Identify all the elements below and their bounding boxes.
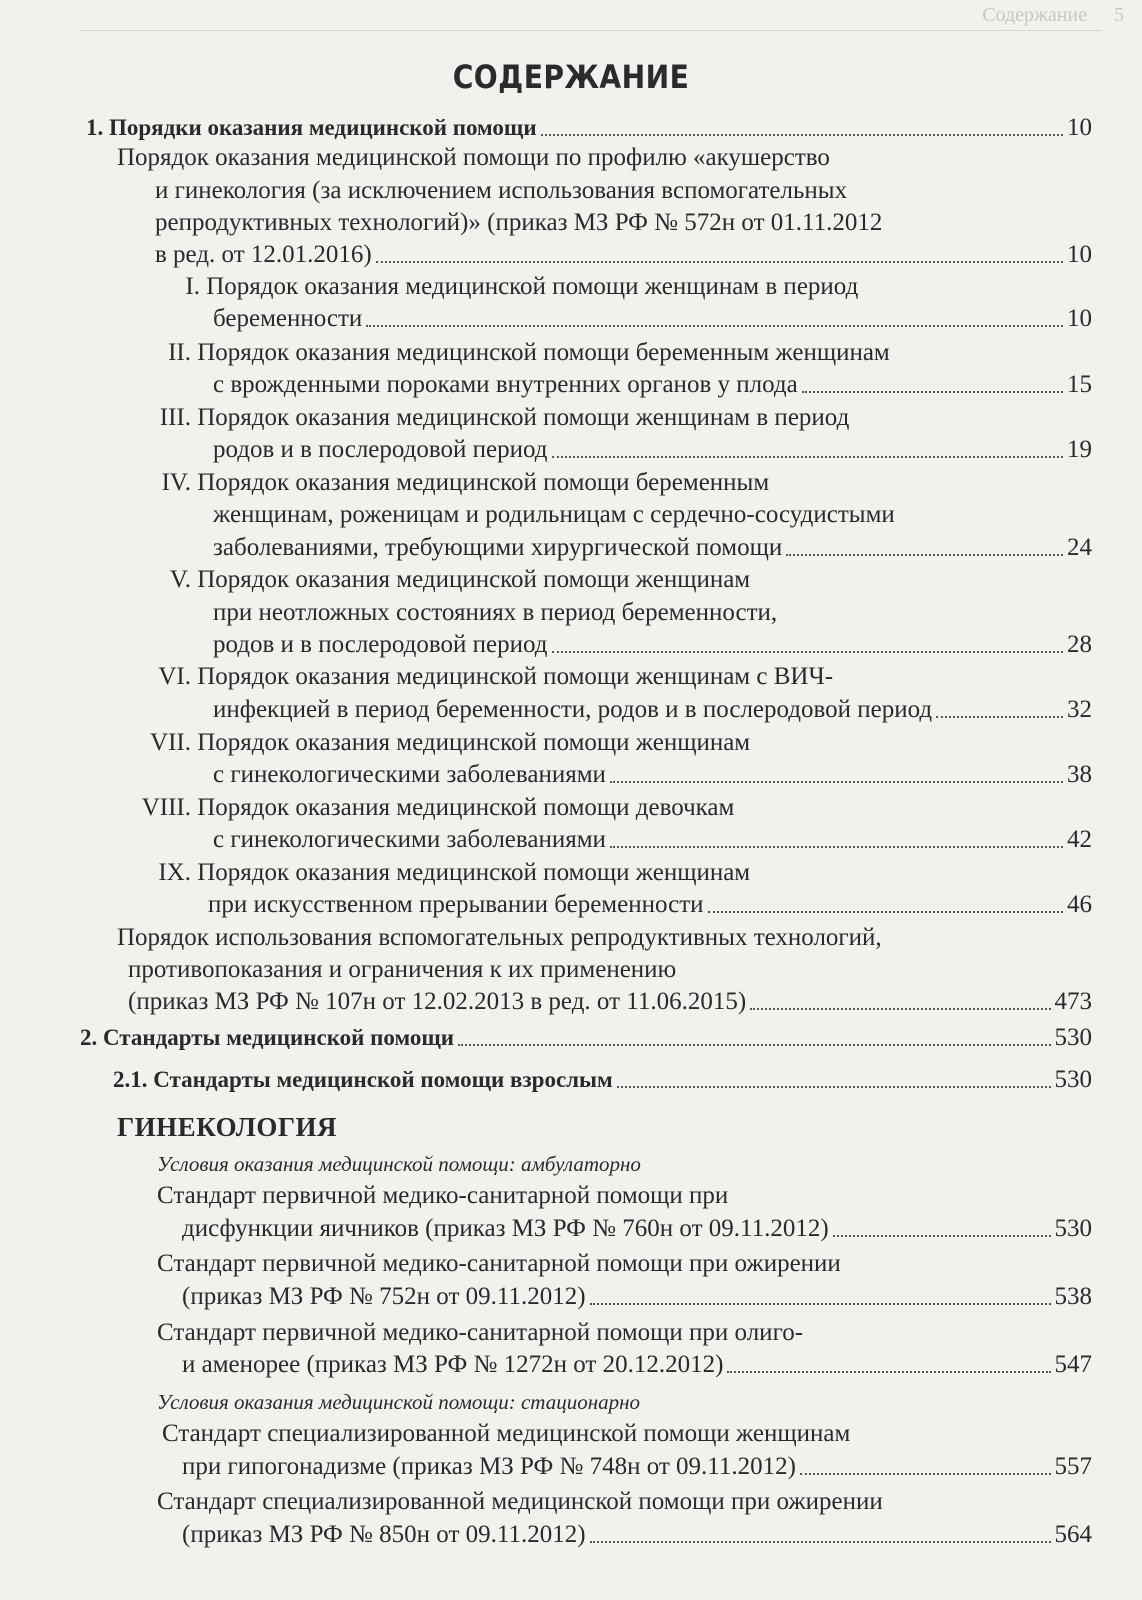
entry-text: Стандарт специализированной медицинской помощи женщинам xyxy=(162,1420,851,1447)
leader-dots xyxy=(727,1349,1050,1373)
page-ref: 530 xyxy=(1054,1215,1092,1242)
page-ref: 538 xyxy=(1054,1283,1092,1310)
toc-item-vii xyxy=(135,727,750,759)
toc-entry-std-760n[interactable] xyxy=(182,1213,1092,1245)
leader-dots xyxy=(610,759,1063,783)
toc-item-viii xyxy=(125,792,734,824)
entry-text: Порядок оказания медицинской помощи женщинам xyxy=(197,566,751,593)
entry-text: (приказ МЗ РФ № 752н от 09.11.2012) xyxy=(182,1283,586,1310)
entry-text: с гинекологическими заболеваниями xyxy=(213,826,606,853)
page-ref: 557 xyxy=(1054,1453,1092,1480)
entry-text: Порядок оказания медицинской помощи беременным женщинам xyxy=(197,339,890,366)
toc-entry-iii[interactable] xyxy=(213,434,1092,466)
toc-entry-order-572n[interactable] xyxy=(155,239,1092,271)
entry-text: инфекцией в период беременности, родов и в послеродовой период xyxy=(213,696,933,723)
toc-entry-section-2[interactable] xyxy=(80,1022,1092,1054)
toc-item-i xyxy=(172,271,858,303)
roman-numeral: I. xyxy=(185,273,200,300)
leader-dots xyxy=(802,369,1063,393)
page-ref: 530 xyxy=(1054,1066,1092,1093)
toc-item-ix xyxy=(145,857,750,889)
section-label: 2.1. Стандарты медицинской помощи взрослым xyxy=(113,1067,613,1092)
entry-text: с гинекологическими заболеваниями xyxy=(213,761,606,788)
leader-dots xyxy=(590,1281,1051,1305)
entry-text: Порядок оказания медицинской помощи женщинам с ВИЧ- xyxy=(197,663,834,690)
leader-dots xyxy=(750,986,1050,1010)
entry-text: Порядок оказания медицинской помощи женщинам xyxy=(197,729,751,756)
section-label: 1. Порядки оказания медицинской помощи xyxy=(86,115,537,140)
page-ref: 42 xyxy=(1067,826,1092,853)
toc-entry-i[interactable] xyxy=(213,303,1092,335)
entry-text: с врожденными пороками внутренних органов у плода xyxy=(213,371,798,398)
toc-entry-iv[interactable] xyxy=(213,532,1092,564)
entry-text: Порядок оказания медицинской помощи женщинам в период xyxy=(206,273,859,300)
leader-dots xyxy=(800,1451,1051,1475)
entry-text: Порядок оказания медицинской помощи женщинам xyxy=(197,859,751,886)
category-heading: ГИНЕКОЛОГИЯ xyxy=(117,1112,338,1142)
leader-dots xyxy=(617,1064,1051,1088)
entry-text: Порядок оказания медицинской помощи девочкам xyxy=(197,794,735,821)
toc-entry-viii[interactable] xyxy=(213,824,1092,856)
page-ref: 24 xyxy=(1067,534,1092,561)
entry-text: Стандарт специализированной медицинской помощи при ожирении xyxy=(157,1488,883,1515)
roman-numeral: VII. xyxy=(150,729,191,756)
entry-text: Порядок оказания медицинской помощи беременным xyxy=(197,469,770,496)
entry-text: заболеваниями, требующими хирургической помощи xyxy=(213,534,783,561)
entry-text: Порядок использования вспомогательных репродуктивных технологий, xyxy=(117,924,882,951)
entry-text: при неотложных состояниях в период беременности, xyxy=(213,599,778,626)
running-title: Содержание xyxy=(982,4,1087,26)
page-ref: 38 xyxy=(1067,761,1092,788)
leader-dots xyxy=(590,1519,1051,1543)
roman-numeral: IX. xyxy=(158,859,191,886)
entry-text: и гинекология (за исключением использования вспомогательных xyxy=(155,177,848,204)
leader-dots xyxy=(458,1022,1051,1046)
entry-text: Стандарт первичной медико-санитарной помощи при xyxy=(157,1182,729,1209)
page-ref: 530 xyxy=(1054,1024,1092,1051)
entry-text: Стандарт первичной медико-санитарной помощи при олиго- xyxy=(157,1319,804,1346)
entry-text: (приказ МЗ РФ № 107н от 12.02.2013 в ред. от 11.06.2015) xyxy=(128,988,747,1015)
leader-dots xyxy=(552,629,1063,653)
entry-text: дисфункции яичников (приказ МЗ РФ № 760н от 09.11.2012) xyxy=(182,1215,829,1242)
toc-entry-std-752n[interactable] xyxy=(182,1281,1092,1313)
care-conditions-label: Условия оказания медицинской помощи: амбулаторно xyxy=(157,1152,641,1176)
leader-dots xyxy=(610,824,1063,848)
roman-numeral: II. xyxy=(168,339,191,366)
roman-numeral: VIII. xyxy=(141,794,191,821)
toc-entry-order-107n[interactable] xyxy=(128,986,1092,1018)
entry-text: в ред. от 12.01.2016) xyxy=(155,241,372,268)
leader-dots xyxy=(366,303,1063,327)
toc-entry-ix[interactable] xyxy=(208,889,1092,921)
leader-dots xyxy=(708,889,1063,913)
page-ref: 547 xyxy=(1054,1351,1092,1378)
section-label: 2. Стандарты медицинской помощи xyxy=(80,1025,454,1050)
entry-text: Стандарт первичной медико-санитарной помощи при ожирении xyxy=(157,1250,841,1277)
page-ref: 10 xyxy=(1067,305,1092,332)
roman-numeral: V. xyxy=(169,566,191,593)
toc-entry-ii[interactable] xyxy=(213,369,1092,401)
entry-text: родов и в послеродовой период xyxy=(213,436,548,463)
leader-dots xyxy=(376,239,1063,263)
page-ref: 28 xyxy=(1067,631,1092,658)
entry-text: при искусственном прерывании беременности xyxy=(208,891,704,918)
header-rule xyxy=(80,30,1102,31)
toc-entry-v[interactable] xyxy=(213,629,1092,661)
entry-text: женщинам, роженицам и родильницам с сердечно-сосудистыми xyxy=(213,501,895,528)
toc-entry-std-1272n[interactable] xyxy=(182,1349,1092,1381)
roman-numeral: III. xyxy=(159,404,191,431)
page-ref: 15 xyxy=(1067,371,1092,398)
leader-dots xyxy=(936,694,1063,718)
page-ref: 32 xyxy=(1067,696,1092,723)
page-number: 5 xyxy=(1114,4,1124,26)
page-ref: 10 xyxy=(1067,114,1092,141)
leader-dots xyxy=(786,532,1063,556)
page-ref: 19 xyxy=(1067,436,1092,463)
toc-entry-std-850n[interactable] xyxy=(182,1519,1092,1551)
page-ref: 473 xyxy=(1054,988,1092,1015)
toc-item-iii xyxy=(145,402,849,434)
page-ref: 564 xyxy=(1054,1521,1092,1548)
toc-item-iv xyxy=(150,467,769,499)
page-ref: 46 xyxy=(1067,891,1092,918)
page-title: СОДЕРЖАНИЕ xyxy=(452,58,690,96)
roman-numeral: IV. xyxy=(161,469,191,496)
leader-dots xyxy=(552,434,1063,458)
toc-entry-vii[interactable] xyxy=(213,759,1092,791)
care-conditions-label: Условия оказания медицинской помощи: стационарно xyxy=(157,1390,641,1414)
toc-entry-vi[interactable] xyxy=(213,694,1092,726)
entry-text: при гипогонадизме (приказ МЗ РФ № 748н от 09.11.2012) xyxy=(182,1453,796,1480)
entry-text: репродуктивных технологий)» (приказ МЗ РФ № 572н от 01.11.2012 xyxy=(155,209,883,236)
toc-item-vi xyxy=(150,661,833,693)
toc-entry-std-748n[interactable] xyxy=(182,1451,1092,1483)
leader-dots xyxy=(833,1213,1051,1237)
entry-text: Порядок оказания медицинской помощи женщинам в период xyxy=(197,404,850,431)
entry-text: родов и в послеродовой период xyxy=(213,631,548,658)
toc-item-ii xyxy=(155,337,890,369)
entry-text: Порядок оказания медицинской помощи по профилю «акушерство xyxy=(117,144,830,171)
entry-text: противопоказания и ограничения к их применению xyxy=(128,956,677,983)
entry-text: беременности xyxy=(213,305,363,332)
entry-text: и аменорее (приказ МЗ РФ № 1272н от 20.12.2012) xyxy=(182,1351,724,1378)
page-ref: 10 xyxy=(1067,241,1092,268)
toc-item-v xyxy=(160,564,750,596)
entry-text: (приказ МЗ РФ № 850н от 09.11.2012) xyxy=(182,1521,586,1548)
toc-entry-section-2-1[interactable] xyxy=(113,1064,1092,1096)
roman-numeral: VI. xyxy=(158,663,191,690)
toc-entry-section-1[interactable] xyxy=(86,112,1092,144)
leader-dots xyxy=(541,112,1063,136)
